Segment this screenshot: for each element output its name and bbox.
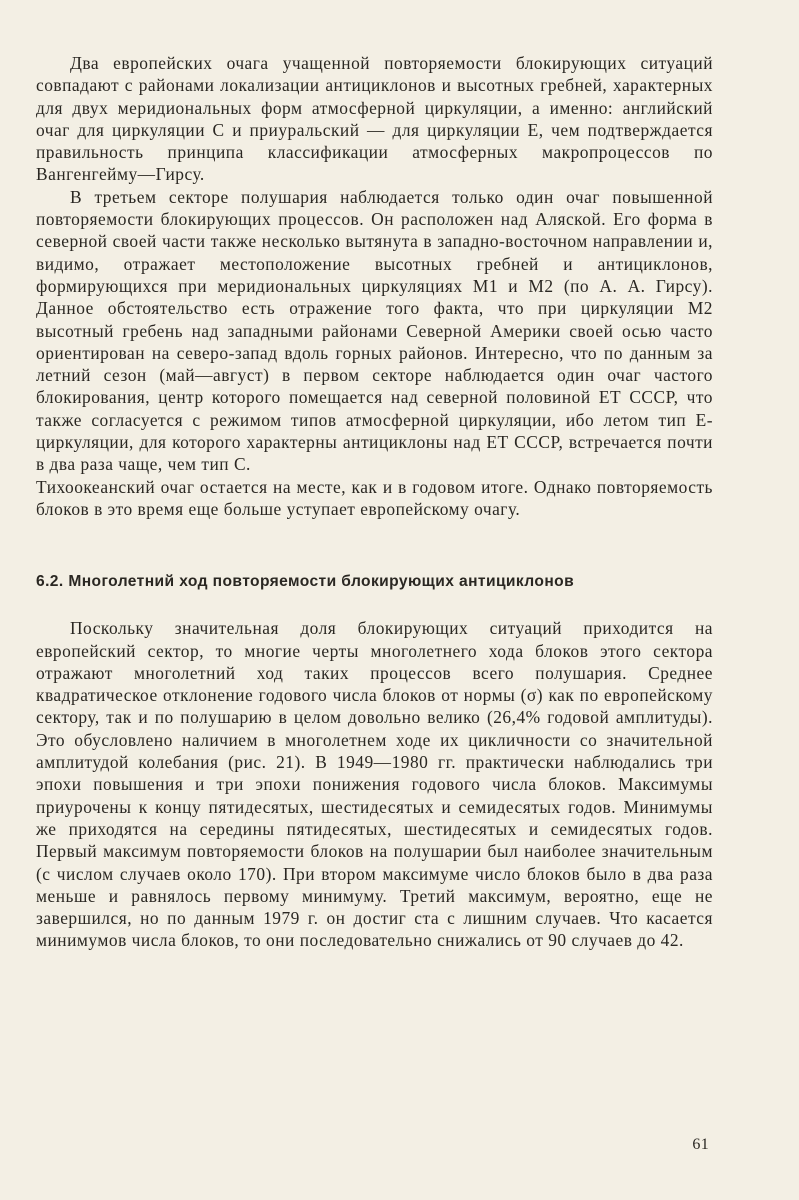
paragraph-third-sector: В третьем секторе полушария наблюдается только один очаг повышенной повторяемости блокирующих процессов. Он расположен над Аляской. Его форма в северной своей части также несколько вытянута в западно-восточном направлении и, видимо, отражает местоположение высотных гребней и антициклонов, формирующихся при меридиональных циркуляциях М1 и М2 (по А. А. Гирсу). Данное обстоятельство есть отражение того факта, что при циркуляции М2 высотный гребень над западными районами Северной Америки своей осью часто ориентирован на северо-запад вдоль горных районов. Интересно, что по данным за летний сезон (май—август) в первом секторе наблюдается один очаг частого блокирования, центр которого помещается над северной половиной ЕТ СССР, что также согласуется с режимом типов атмосферной циркуляции, ибо летом тип Е-циркуляции, для которого характерны антициклоны над ЕТ СССР, встречается почти в два раза чаще, чем тип С. — [36, 186, 713, 475]
paragraph-multiyear-course: Поскольку значительная доля блокирующих ситуаций приходится на европейский сектор, то многие черты многолетнего хода блоков этого сектора отражают многолетний ход таких процессов всего полушария. Среднее квадратическое отклонение годового числа блоков от нормы (σ) как по европейскому сектору, так и по полушарию в целом довольно велико (26,4% годовой амплитуды). Это обусловлено наличием в многолетнем ходе их цикличности со значительной амплитудой колебания (рис. 21). В 1949—1980 гг. практически наблюдались три эпохи повышения и три эпохи понижения годового числа блоков. Максимумы приурочены к концу пятидесятых, шестидесятых и семидесятых годов. Минимумы же приходятся на середины пятидесятых, шестидесятых и семидесятых годов. Первый максимум повторяемости блоков на полушарии был наиболее значительным (с числом случаев около 170). При втором максимуме число блоков было в два раза меньше и равнялось первому минимуму. Третий максимум, вероятно, еще не завершился, но по данным 1979 г. он достиг ста с лишним случаев. Что касается минимумов числа блоков, то они последовательно снижались от 90 случаев до 42. — [36, 618, 713, 951]
paragraph-pacific-focus: Тихоокеанский очаг остается на месте, как и в годовом итоге. Однако повторяемость блоков в это время еще больше уступает европейскому очагу. — [36, 476, 713, 519]
paragraph-european-foci: Два европейских очага учащенной повторяемости блокирующих ситуаций совпадают с районами локализации антициклонов и высотных гребней, характерных для двух меридиональных форм атмосферной циркуляции, а именно: английский очаг для циркуляции С и приуральский — для циркуляции Е, чем подтверждается правильность принципа классификации атмосферных макропроцессов по Вангенгейму—Гирсу. — [36, 53, 713, 185]
page-number: 61 — [692, 1136, 709, 1153]
section-heading: 6.2. Многолетний ход повторяемости блокирующих антициклонов — [36, 573, 575, 591]
